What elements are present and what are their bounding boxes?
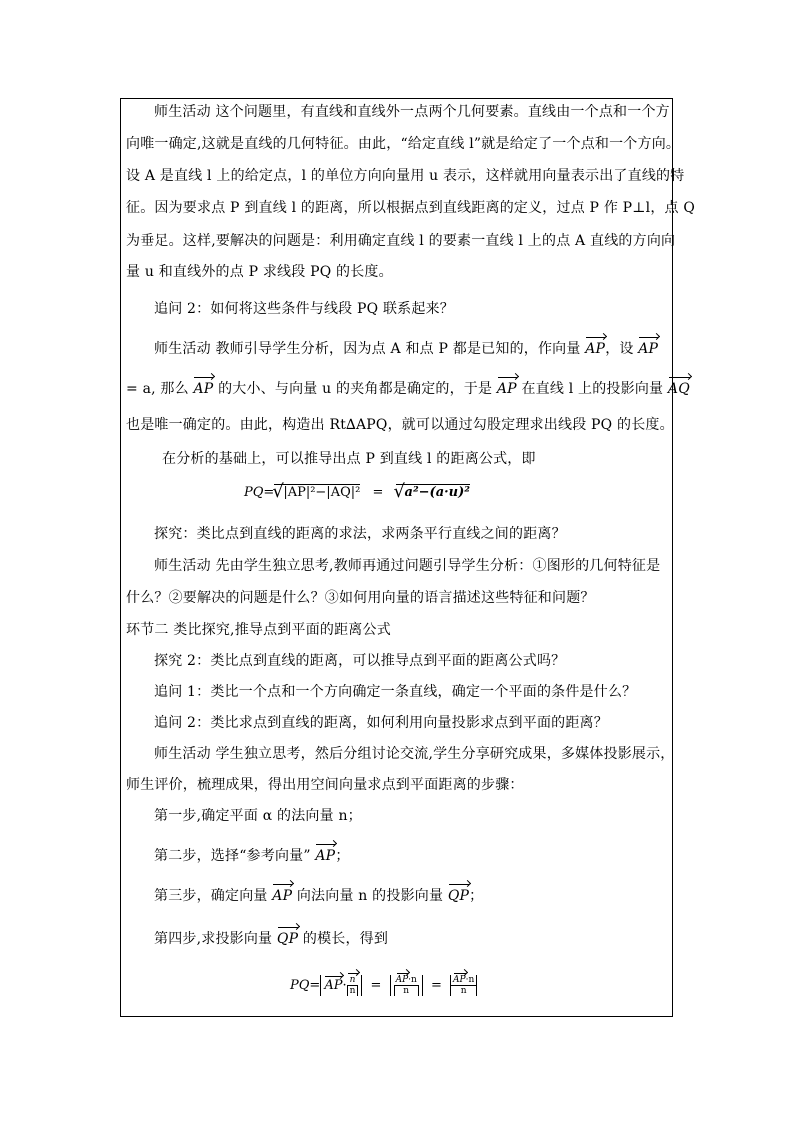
vector-qp: QP <box>276 931 299 947</box>
exploration-1: 探究：类比点到直线的距离的求法，求两条平行直线之间的距离？ <box>154 526 566 542</box>
para-line: 师生活动 学生独立思考，然后分组讨论交流,学生分享研究成果，多媒体投影展示， <box>154 746 675 762</box>
para-line: 师生活动 教师引导学生分析，因为点 A 和点 P 都是已知的，作向量 AP，设 AP <box>154 341 659 357</box>
exploration-2: 探究 2：类比点到直线的距离，可以推导点到平面的距离公式吗？ <box>154 653 566 669</box>
para-line: 在分析的基础上，可以推导出点 P 到直线 l 的距离公式，即 <box>162 451 536 467</box>
vector-aq: AQ <box>667 381 690 397</box>
follow-up-question-2b: 追问 2：类比求点到直线的距离，如何利用向量投影求点到平面的距离？ <box>154 715 608 731</box>
para-line: = a, 那么 AP 的大小、与向量 u 的夹角都是确定的，于是 AP 在直线 l 上的投影向量 AQ <box>126 381 690 397</box>
para-line: 师生活动 先由学生独立思考,教师再通过问题引导学生分析：①图形的几何特征是 <box>154 558 661 574</box>
section-heading: 环节二 类比探究,推导点到平面的距离公式 <box>126 622 391 638</box>
vector-ap: AP <box>272 888 293 904</box>
para-line: 设 A 是直线 l 上的给定点，l 的单位方向向量用 u 表示，这样就用向量表示出了直线的特 <box>126 168 685 184</box>
para-line: 为垂足。这样,要解决的问题是：利用确定直线 l 的要素一直线 l 上的点 A 直线的方向向 <box>126 233 676 249</box>
step-2: 第二步，选择“参考向量” AP； <box>154 848 350 864</box>
para-line: 征。因为要求点 P 到直线 l 的距离，所以根据点到直线距离的定义，过点 P 作 P⊥l，点 Q <box>126 200 696 216</box>
para-line: 什么？②要解决的问题是什么？③如何用向量的语言描述这些特征和问题？ <box>126 590 595 606</box>
distance-formula-point-plane: PQ= AP· $\frac{n}{n}$ = $\frac{AP\cdot n}{n}$ = $\frac{AP\cdot n}{n}$ <box>290 975 477 996</box>
step-4: 第四步,求投影向量 QP 的模长，得到 <box>154 931 389 947</box>
distance-formula-point-line: PQ=√ |AP|²−|AQ|² = √ a²−(a·u)² <box>244 484 470 500</box>
follow-up-question-1: 追问 1：类比一个点和一个方向确定一条直线，确定一个平面的条件是什么？ <box>154 684 637 700</box>
vector-ap: AP <box>585 341 606 357</box>
vector-ap: AP <box>193 381 214 397</box>
vector-ap: AP <box>324 978 343 993</box>
para-line: 也是唯一确定的。由此，构造出 Rt∆APQ，就可以通过勾股定理求出线段 PQ 的长度。 <box>126 417 674 433</box>
step-3: 第三步，确定向量 AP 向法向量 n 的投影向量 QP； <box>154 888 484 904</box>
para-line: 向唯一确定,这就是直线的几何特征。由此，“给定直线 l”就是给定了一个点和一个方向。 <box>126 136 681 152</box>
vector-ap: AP <box>315 848 336 864</box>
step-1: 第一步,确定平面 α 的法向量 n； <box>154 808 362 824</box>
vector-ap: AP <box>638 341 659 357</box>
vector-qp: QP <box>447 888 470 904</box>
para-line: 师生评价，梳理成果，得出用空间向量求点到平面距离的步骤： <box>126 777 524 793</box>
vector-ap: AP <box>496 381 517 397</box>
follow-up-question-2: 追问 2：如何将这些条件与线段 PQ 联系起来？ <box>154 301 454 317</box>
para-line: 师生活动 这个问题里，有直线和直线外一点两个几何要素。直线由一个点和一个方 <box>154 104 670 120</box>
para-line: 量 u 和直线外的点 P 求线段 PQ 的长度。 <box>126 264 393 280</box>
